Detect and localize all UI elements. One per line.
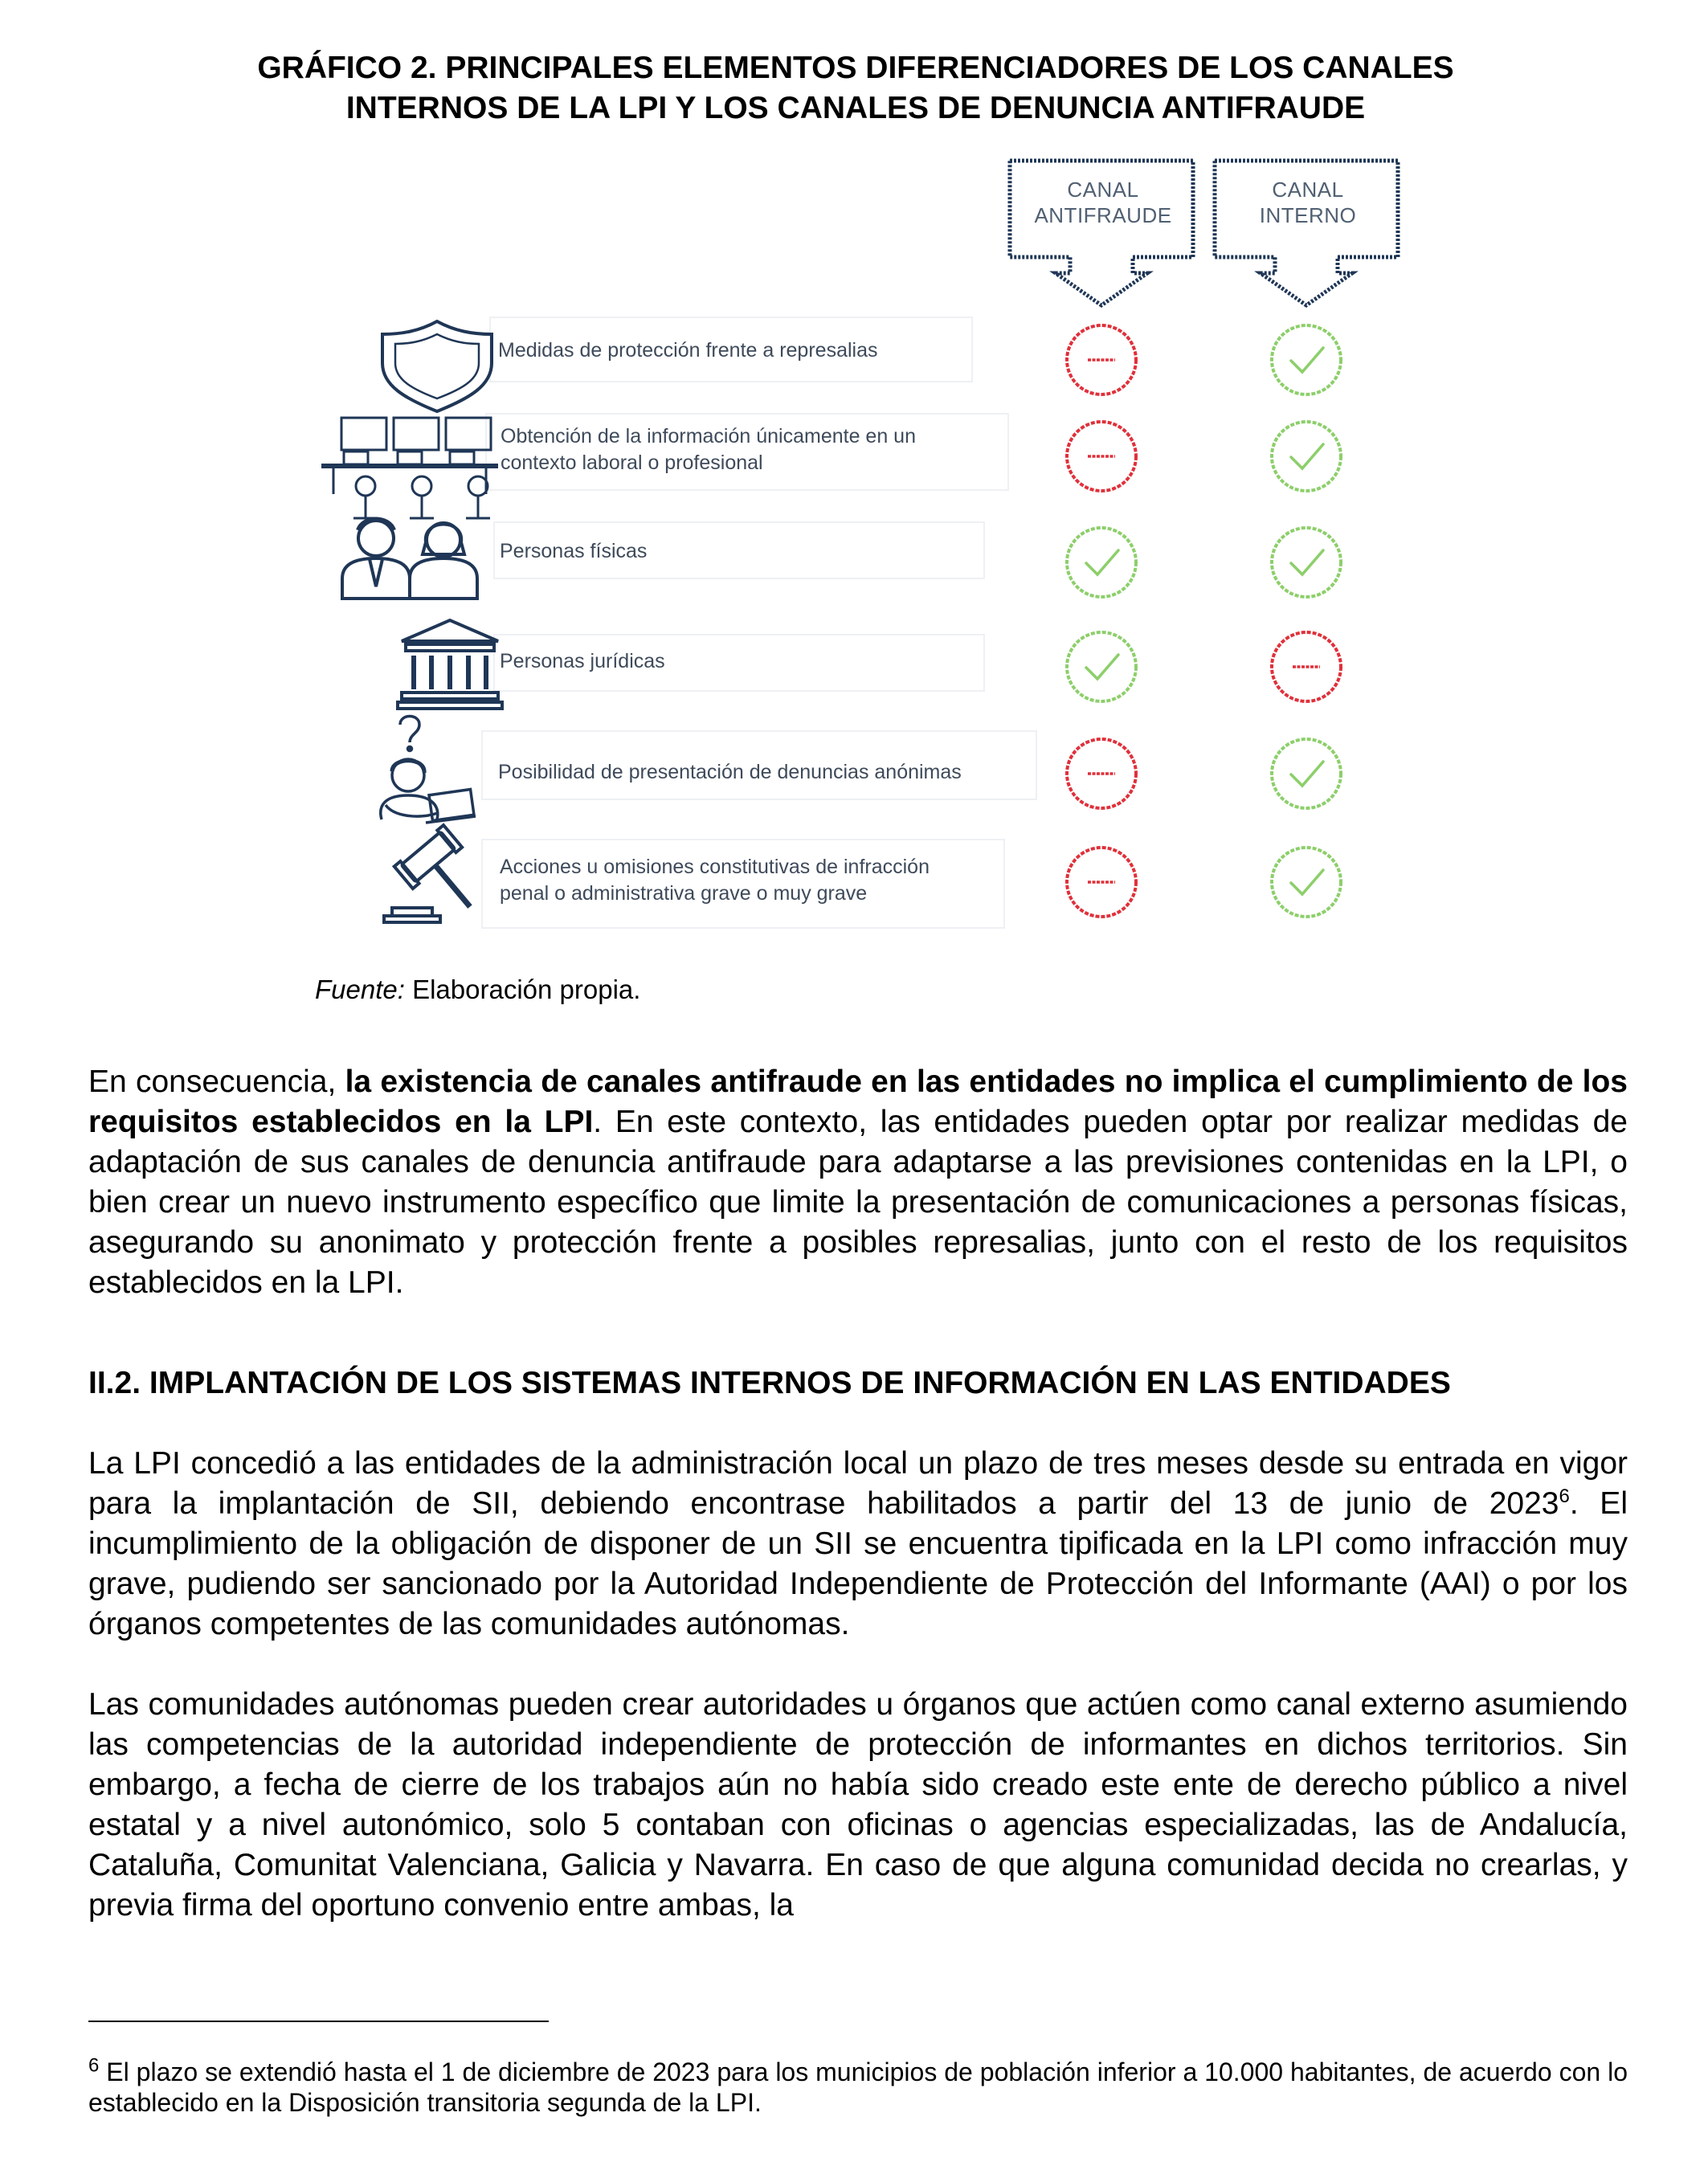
check-icon-interno-1 xyxy=(1272,325,1341,394)
anonymous-person-icon xyxy=(381,717,476,823)
footnote-ref[interactable]: 6 xyxy=(1559,1485,1570,1507)
people-icon xyxy=(342,520,477,599)
header-interno-label xyxy=(1215,177,1401,228)
row-label-contexto-laboral xyxy=(501,423,916,476)
row-label-personas-fisicas xyxy=(500,538,647,565)
figure-source-text: Elaboración propia. xyxy=(404,975,641,1004)
building-icon xyxy=(398,620,502,709)
row-label-line: contexto laboral o profesional xyxy=(501,452,763,474)
minus-icon-antifraude-1 xyxy=(1067,325,1136,394)
row-label-proteccion xyxy=(498,337,878,364)
row-label-line: Obtención de la información únicamente en un xyxy=(501,425,916,447)
figure-source-label: Fuente: xyxy=(315,975,405,1004)
paragraph-1-intro: En consecuencia, xyxy=(88,1064,345,1099)
footnote-number: 6 xyxy=(88,2054,100,2077)
gavel-icon xyxy=(384,825,495,927)
check-icon-interno-6 xyxy=(1272,848,1341,917)
minus-icon-antifraude-2 xyxy=(1067,422,1136,491)
row-label-infraccion xyxy=(500,854,930,907)
header-antifraude-line-1: CANAL xyxy=(1067,178,1139,202)
minus-icon-antifraude-5 xyxy=(1067,739,1136,808)
figure-source xyxy=(315,974,640,1006)
office-desks-icon xyxy=(321,418,498,518)
footnote xyxy=(88,2054,1628,2118)
footnote-rule xyxy=(88,2021,549,2022)
header-interno-line-2: INTERNO xyxy=(1259,203,1357,227)
check-icon-antifraude-3 xyxy=(1067,528,1136,597)
paragraph-3: Las comunidades autónomas pueden crear autoridades u órganos que actúen como canal externo asumiendo las competencias de la autoridad independiente de protección de informantes en dichos territorios. Sin embargo, a fecha de cierre de los trabajos aún no había sido creado este ente de derecho público a nivel estatal y a nivel autonómico, solo 5 contaban con oficinas o agencias especializadas, las de Andalucía, Cataluña, Comunitat Valenciana, Galicia y Navarra. En caso de que alguna comunidad decida no crearlas, y previa firma del oportuno convenio entre ambas, la xyxy=(88,1687,1628,1923)
header-interno-line-1: CANAL xyxy=(1272,178,1344,202)
paragraph-1 xyxy=(88,1062,1628,1303)
paragraph-1-emphasis: la existencia de canales antifraude en las entidades no implica el cumplimiento de los requisitos establecidos en la LPI xyxy=(88,1064,1628,1139)
minus-icon-interno-4 xyxy=(1272,632,1341,701)
header-antifraude-label xyxy=(1010,177,1196,228)
check-icon-interno-2 xyxy=(1272,422,1341,491)
paragraph-2 xyxy=(88,1444,1628,1645)
figure-title xyxy=(88,48,1623,129)
check-icon-interno-3 xyxy=(1272,528,1341,597)
shield-icon xyxy=(382,321,492,411)
paragraph-1-rest: . En este contexto, las entidades pueden optar por realizar medidas de adaptación de sus canales de denuncia antifraude para adaptarse a las previsiones contenidas en la LPI, o bien crear un nuevo instrumento específico que limite la presentación de comunicaciones a personas físicas, asegurando su anonimato y protección frente a posibles represalias, junto con el resto de los requisitos establecidos en la LPI. xyxy=(88,1105,1628,1300)
footnote-text: El plazo se extendió hasta el 1 de diciembre de 2023 para los municipios de población inferior a 10.000 habitantes, de acuerdo con lo establecido en la Disposición transitoria segunda de la LPI. xyxy=(88,2057,1628,2117)
figure-graphics xyxy=(265,153,1446,956)
comparison-figure xyxy=(265,153,1446,956)
paragraph-2-rest: . El incumplimiento de la obligación de disponer de un SII se encuentra tipificada en la LPI como infracción muy grave, pudiendo ser sancionado por la Autoridad Independiente de Protección del Informante (AAI) o por los órganos competentes de las comunidades autónomas. xyxy=(88,1486,1628,1641)
paragraph-2-intro: La LPI concedió a las entidades de la administración local un plazo de tres meses desde su entrada en vigor para la implantación de SII, debiendo encontrase habilitados a partir del 13 de junio de 2023 xyxy=(88,1446,1628,1521)
section-heading: II.2. IMPLANTACIÓN DE LOS SISTEMAS INTERNOS DE INFORMACIÓN EN LAS ENTIDADES xyxy=(88,1366,1451,1400)
figure-title-line-2: INTERNOS DE LA LPI Y LOS CANALES DE DENUNCIA ANTIFRAUDE xyxy=(345,91,1366,125)
check-icon-antifraude-4 xyxy=(1067,632,1136,701)
row-label-line: Posibilidad de presentación de denuncias anónimas xyxy=(498,761,962,783)
row-label-line: penal o administrativa grave o muy grave xyxy=(500,882,868,905)
row-label-line: Personas jurídicas xyxy=(500,650,665,672)
row-label-line: Personas físicas xyxy=(500,540,648,562)
row-label-anonimas xyxy=(498,759,962,786)
status-marks xyxy=(1067,325,1341,917)
check-icon-interno-5 xyxy=(1272,739,1341,808)
row-label-line: Acciones u omisiones constitutivas de infracción xyxy=(500,856,930,878)
row-boxes xyxy=(482,317,1036,928)
header-antifraude-line-2: ANTIFRAUDE xyxy=(1034,203,1172,227)
figure-title-line-1: GRÁFICO 2. PRINCIPALES ELEMENTOS DIFERENCIADORES DE LOS CANALES xyxy=(257,51,1454,85)
row-label-personas-juridicas xyxy=(500,648,665,675)
row-label-line: Medidas de protección frente a represalias xyxy=(498,339,878,362)
minus-icon-antifraude-6 xyxy=(1067,848,1136,917)
